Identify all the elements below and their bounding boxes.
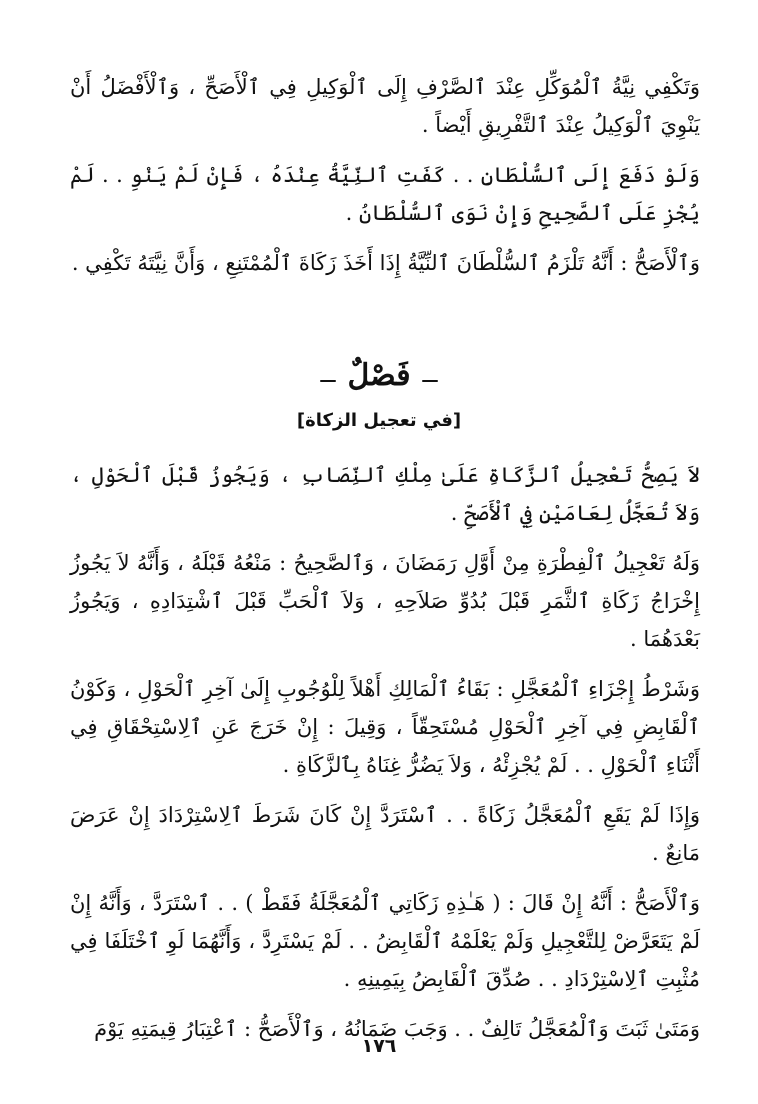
paragraph-recovery-details: وَٱلْأَصَحُّ : أَنَّهُ إِنْ قَالَ : ( هَـٰذِهِ زَكَاتِي ٱلْمُعَجَّلَةُ فَقَطْ ) . . ٱسْتَرَدَّ ، وَأَنَّهُ إِنْ لَمْ يَتَعَرَّضْ لِلتَّعْجِيلِ وَلَمْ يَعْلَمْهُ ٱلْقَابِضُ . . لَمْ يَسْتَرِدَّ ، وَأَنَّهُمَا لَوِ ٱخْتَلَفَا فِي مُثْبِتِ ٱلِاسْتِرْدَادِ . . صُدِّقَ ٱلْقَابِضُ بِيَمِينِهِ . xyxy=(70,891,700,991)
top-text-block xyxy=(70,68,700,282)
paragraph-advance-conditions: وَشَرْطُ إِجْزَاءِ ٱلْمُعَجَّلِ : بَقَاءُ ٱلْمَالِكِ أَهْلاً لِلْوُجُوبِ إِلَىٰ آخِرِ ٱلْحَوْلِ ، وَكَوْنُ ٱلْقَابِضِ فِي آخِرِ ٱلْحَوْلِ مُسْتَحِقّاً ، وَقِيلَ : إِنْ خَرَجَ عَنِ ٱلِاسْتِحْقَاقِ فِي أَثْنَاءِ ٱلْحَوْلِ . . لَمْ يُجْزِئْهُ ، وَلاَ يَضُرُّ غِنَاهُ بِٱلزَّكَاةِ . xyxy=(70,677,700,777)
ornament-flourish-left xyxy=(320,380,336,382)
section-subtitle: [في تعجيل الزكاة] xyxy=(296,410,462,431)
paragraph-fitra-advance: وَلَهُ تَعْجِيلُ ٱلْفِطْرَةِ مِنْ أَوَّلِ رَمَضَانَ ، وَٱلصَّحِيحُ : مَنْعُهُ قَبْلَهُ ، وَأَنَّهُ لاَ يَجُوزُ إِخْرَاجُ زَكَاةِ ٱلثَّمَرِ قَبْلَ بُدُوِّ صَلاَحِهِ ، وَلاَ ٱلْحَبِّ قَبْلَ ٱشْتِدَادِهِ ، وَيَجُوزُ بَعْدَهُمَا . xyxy=(70,551,700,651)
section-title: فَصْلٌ xyxy=(347,358,411,393)
paragraph-sultan-intention: وَٱلْأَصَحُّ : أَنَّهُ تَلْزَمُ ٱلسُّلْطَانَ ٱلنِّيَّةُ إِذَا أَخَذَ زَكَاةَ ٱلْمُمْتَنِعِ ، وَأَنَّ نِيَّتَهُ تَكْفِي . xyxy=(71,251,700,275)
main-text-block xyxy=(70,456,700,1048)
section-heading-ornament xyxy=(0,352,758,400)
paragraph-damaged-advance: وَمَتَىٰ ثَبَتَ وَٱلْمُعَجَّلُ تَالِفٌ . . وَجَبَ ضَمَانُهُ ، وَٱلْأَصَحُّ : ٱعْتِبَارُ قِيمَتِهِ يَوْمَ xyxy=(94,1017,700,1041)
paragraph-advance-zakat: لاَ يَصِحُّ تَعْجِيلُ ٱلزَّكَاةِ عَلَىٰ مِلْكِ ٱلنِّصَابِ ، وَيَجُوزُ قَبْلَ ٱلْحَوْلِ ، وَلاَ تُعَجَّلُ لِعَامَيْنِ فِي ٱلْأَصَحِّ . xyxy=(70,463,700,525)
ornament-flourish-right xyxy=(422,380,438,382)
paragraph-recovery: وَإِذَا لَمْ يَقَعِ ٱلْمُعَجَّلُ زَكَاةً . . ٱسْتَرَدَّ إِنْ كَانَ شَرَطَ ٱلِاسْتِرْدَادَ إِنْ عَرَضَ مَانِعٌ . xyxy=(70,803,700,865)
paragraph-agent-intention: وَتَكْفِي نِيَّةُ ٱلْمُوَكِّلِ عِنْدَ ٱلصَّرْفِ إِلَى ٱلْوَكِيلِ فِي ٱلْأَصَحِّ ، وَٱلْأَفْضَلُ أَنْ يَنْوِيَ ٱلْوَكِيلُ عِنْدَ ٱلتَّفْرِيقِ أَيْضاً . xyxy=(70,75,700,137)
page-number: ١٧٦ xyxy=(361,1035,397,1057)
paragraph-sultan-payment: وَلَوْ دَفَعَ إِلَى ٱلسُّلْطَانِ . . كَفَتِ ٱلنِّيَّةُ عِنْدَهُ ، فَإِنْ لَمْ يَنْوِ . . لَمْ يُجْزِ عَلَى ٱلصَّحِيحِ وَإِنْ نَوَى ٱلسُّلْطَانُ . xyxy=(70,163,700,225)
